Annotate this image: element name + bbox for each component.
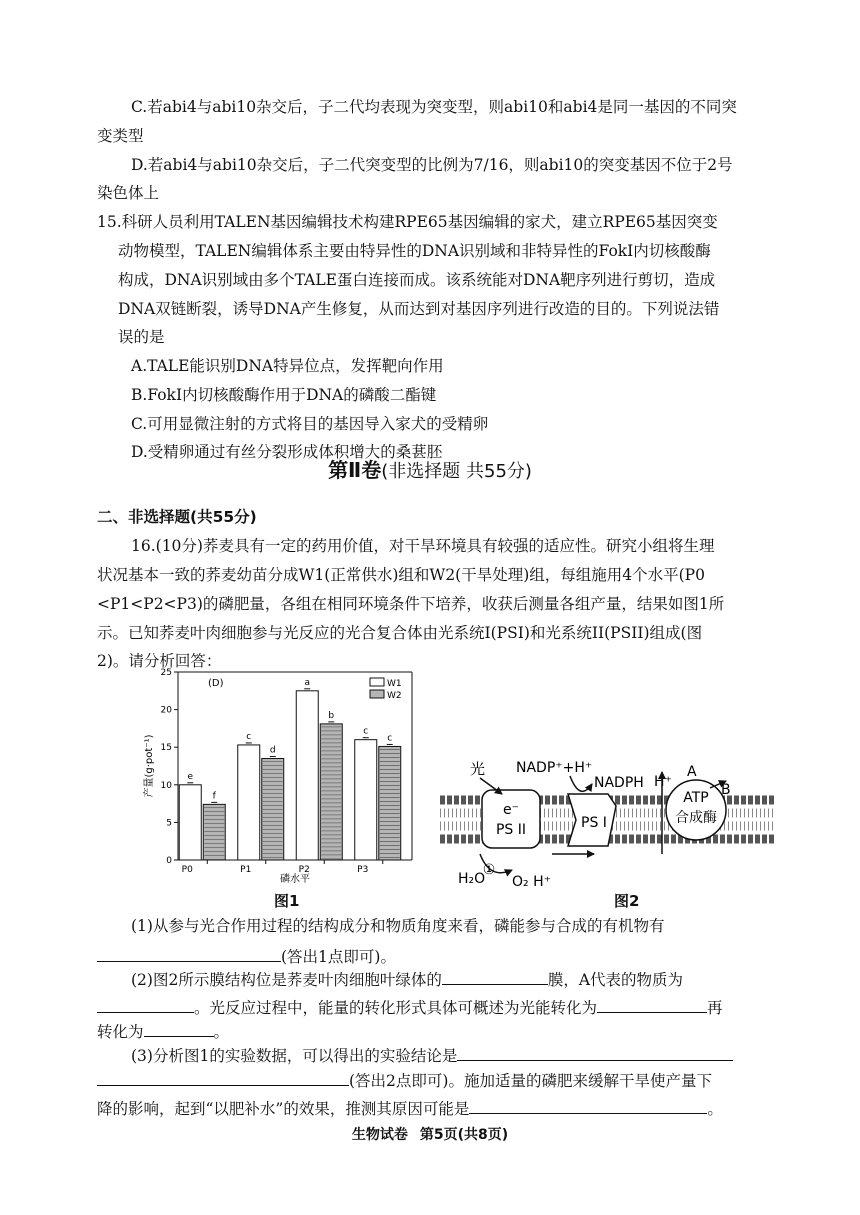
legend-swatch-w2 bbox=[370, 690, 384, 698]
q16-sub1-line1: (1)从参与光合作用过程的结构成分和物质角度来看，磷能参与合成的有机物有 bbox=[131, 917, 665, 935]
q16-sub3-line3 bbox=[97, 1097, 723, 1119]
figure2-thylakoid-diagram bbox=[440, 750, 780, 890]
q16-sub2-text5: 转化为 bbox=[97, 1023, 144, 1041]
figure2-caption: 图2 bbox=[614, 892, 640, 910]
q15-option-d: D.受精卵通过有丝分裂形成体积增大的桑葚胚 bbox=[131, 443, 443, 461]
legend-swatch-w1 bbox=[370, 678, 384, 686]
h2o-label: H₂O bbox=[458, 871, 486, 887]
footer-page: 第5页(共8页) bbox=[419, 1127, 509, 1143]
q16-stem-line5: 2)。请分析回答： bbox=[97, 652, 222, 670]
light-label: 光 bbox=[470, 760, 486, 778]
q16-stem-line1: 16.(10分)荞麦具有一定的药用价值，对干旱环境具有较强的适应性。研究小组将生理 bbox=[131, 537, 715, 555]
q16-sub2-line3 bbox=[97, 1020, 229, 1042]
q16-sub2-text6: 。 bbox=[213, 1023, 230, 1041]
x-tick-label: P2 bbox=[298, 865, 310, 875]
q16-sub2-text2: 膜，A代表的物质为 bbox=[547, 971, 684, 989]
answer-blank[interactable] bbox=[97, 996, 194, 1013]
y-tick-label: 0 bbox=[166, 856, 172, 866]
q16-sub3-text4: 。 bbox=[707, 1100, 723, 1118]
q14-option-c-line1: C.若abi4与abi10杂交后，子二代均表现为突变型，则abi10和abi4是同一基因的不同突 bbox=[131, 98, 737, 116]
atp-synthase-label-1: ATP bbox=[683, 790, 709, 806]
legend-label-w2: W2 bbox=[387, 691, 402, 701]
q16-sub2-text4: 再 bbox=[707, 999, 723, 1017]
answer-blank[interactable] bbox=[442, 968, 548, 985]
q16-sub3-text2: (答出2点即可)。施加适量的磷肥来缓解干旱使产量下 bbox=[349, 1072, 712, 1090]
significance-letter: f bbox=[212, 791, 216, 802]
answer-blank[interactable] bbox=[144, 1020, 214, 1037]
b-label: B bbox=[721, 782, 731, 798]
answer-blank[interactable] bbox=[97, 945, 281, 962]
q15-stem-line2: 动物模型，TALEN编辑体系主要由特异性的DNA识别域和非特异性的FokI内切核酸酶 bbox=[118, 242, 711, 260]
significance-letter: e bbox=[187, 771, 194, 782]
figure1-bar-chart bbox=[140, 660, 430, 885]
bar-w1-p2 bbox=[296, 691, 318, 860]
ps2-electron-label: e⁻ bbox=[502, 802, 520, 818]
q16-sub3-line1 bbox=[131, 1044, 733, 1066]
significance-letter: c bbox=[246, 731, 252, 742]
significance-letter: c bbox=[387, 733, 393, 744]
section-title-main: 第Ⅱ卷 bbox=[328, 458, 382, 482]
bar-w2-p2 bbox=[320, 724, 342, 860]
nadp-label: NADP⁺+H⁺ bbox=[516, 760, 593, 776]
o2-h-label: O₂ H⁺ bbox=[512, 874, 551, 890]
q16-sub1-tail: (答出1点即可)。 bbox=[281, 948, 396, 966]
q16-sub3-line2 bbox=[97, 1069, 712, 1091]
bar-w1-p3 bbox=[355, 740, 377, 860]
q15-option-c: C.可用显微注射的方式将目的基因导入家犬的受精卵 bbox=[131, 415, 489, 433]
answer-blank[interactable] bbox=[597, 996, 707, 1013]
part2-heading: 二、非选择题(共55分) bbox=[97, 508, 257, 526]
significance-letter: c bbox=[363, 726, 369, 737]
q15-stem-line4: DNA双链断裂，诱导DNA产生修复，从而达到对基因序列进行改造的目的。下列说法错 bbox=[118, 300, 720, 318]
bar-w1-p0 bbox=[179, 785, 201, 860]
answer-blank[interactable] bbox=[469, 1097, 707, 1114]
y-tick-label: 10 bbox=[160, 780, 172, 791]
q16-sub3-text1: (3)分析图1的实验数据，可以得出的实验结论是 bbox=[131, 1047, 458, 1065]
q15-stem-line3: 构成，DNA识别域由多个TALE蛋白连接而成。该系统能对DNA靶序列进行剪切，造成 bbox=[118, 271, 716, 289]
q16-stem-line2: 状况基本一致的荞麦幼苗分成W1(正常供水)组和W2(干旱处理)组，每组施用4个水平(P0 bbox=[97, 566, 705, 584]
q15-option-b: B.FokI内切核酸酶作用于DNA的磷酸二酯键 bbox=[131, 386, 437, 404]
q16-sub2-text1: (2)图2所示膜结构位是荞麦叶肉细胞叶绿体的 bbox=[131, 971, 442, 989]
h-plus-top-label: H⁺ bbox=[654, 774, 672, 790]
significance-letter: b bbox=[328, 710, 335, 721]
y-tick-label: 5 bbox=[166, 818, 172, 829]
q16-sub3-text3: 降的影响，起到“以肥补水”的效果，推测其原因可能是 bbox=[97, 1100, 470, 1118]
q16-sub2-line2 bbox=[97, 996, 723, 1018]
q16-stem-line4: 示。已知荞麦叶肉细胞参与光反应的光合复合体由光系统I(PSI)和光系统II(PSII)组成(图 bbox=[97, 624, 703, 642]
q14-option-c-line2: 变类型 bbox=[97, 127, 144, 145]
y-tick-label: 15 bbox=[160, 743, 172, 754]
ps2-label: PS II bbox=[495, 822, 527, 838]
q15-stem-line1: 15.科研人员利用TALEN基因编辑技术构建RPE65基因编辑的家犬，建立RPE65基因突变 bbox=[97, 213, 718, 231]
q15-option-a: A.TALE能识别DNA特异位点，发挥靶向作用 bbox=[131, 357, 444, 375]
atp-synthase-label-2: 合成酶 bbox=[675, 810, 717, 826]
figure1-caption: 图1 bbox=[274, 892, 300, 910]
ps2-complex bbox=[482, 790, 540, 848]
answer-blank[interactable] bbox=[97, 1069, 349, 1086]
y-tick-label: 20 bbox=[160, 705, 172, 716]
x-tick-label: P0 bbox=[181, 865, 193, 875]
section-title bbox=[0, 454, 860, 483]
q14-option-d-line2: 染色体上 bbox=[97, 184, 160, 202]
significance-letter: a bbox=[304, 677, 311, 688]
y-tick-label: 25 bbox=[160, 668, 172, 678]
section-title-sub: (非选择题 共55分) bbox=[381, 461, 532, 482]
q14-option-d-line1: D.若abi4与abi10杂交后，子二代突变型的比例为7/16，则abi10的突变基因不位于2号 bbox=[131, 156, 733, 174]
x-tick-label: P1 bbox=[240, 865, 252, 875]
nadph-label: NADPH bbox=[594, 775, 644, 791]
x-axis-label: 磷水平 bbox=[280, 874, 310, 885]
a-label: A bbox=[687, 764, 697, 780]
page-footer bbox=[0, 1124, 860, 1144]
x-tick-label: P3 bbox=[357, 865, 369, 875]
y-axis-label: 产量(g·pot⁻¹) bbox=[144, 734, 155, 798]
footer-subject: 生物试卷 bbox=[351, 1127, 408, 1143]
panel-label: (D) bbox=[208, 678, 224, 689]
bar-w2-p3 bbox=[379, 746, 401, 860]
step1-marker: ① bbox=[482, 862, 496, 878]
q16-sub2-text3: 。光反应过程中，能量的转化形式具体可概述为光能转化为 bbox=[194, 999, 598, 1017]
bar-w1-p1 bbox=[238, 745, 260, 860]
ps1-label: PS I bbox=[581, 815, 607, 831]
answer-blank[interactable] bbox=[457, 1044, 733, 1061]
legend-label-w1: W1 bbox=[387, 679, 402, 689]
nadph-arrow bbox=[570, 776, 592, 791]
q16-sub2-line1 bbox=[131, 968, 683, 990]
q16-sub1-line2 bbox=[97, 945, 396, 967]
q16-stem-line3: <P1<P2<P3)的磷肥量，各组在相同环境条件下培养，收获后测量各组产量，结果如图1所 bbox=[97, 595, 725, 613]
significance-letter: d bbox=[269, 745, 276, 756]
q15-stem-line5: 误的是 bbox=[118, 328, 165, 346]
